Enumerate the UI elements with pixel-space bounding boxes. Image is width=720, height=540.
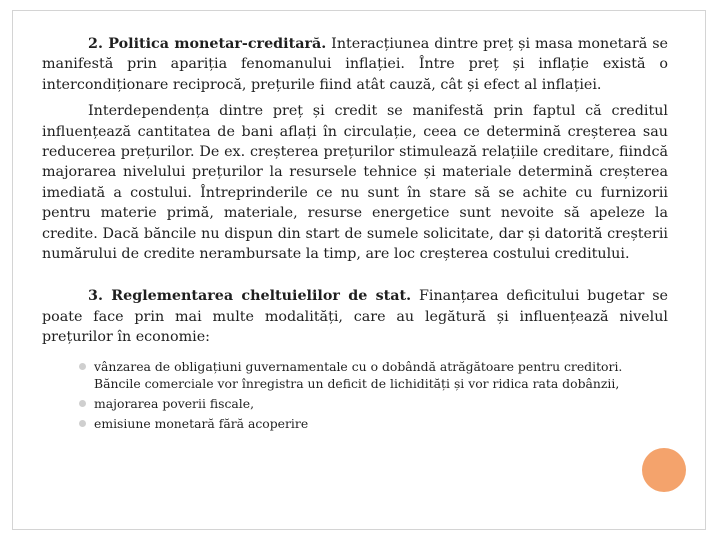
decorative-circle-icon [642, 448, 686, 492]
list-item [42, 395, 668, 412]
text-monetary-policy: Interacțiunea dintre preț și masa monetară se manifestă prin apariția fenomanului inflației. Între preț și inflație există o intercondiționare reciprocă, prețurile fiind atât cauză, cât și efect al inflației. [42, 36, 668, 93]
bullet-text: vânzarea de obligațiuni guvernamentale cu o dobândă atrăgătoare pentru creditori. Băncile comerciale vor înregistra un deficit de lichidități și vor ridica rata dobânzii, [94, 358, 623, 391]
list-item [42, 358, 668, 392]
paragraph-state-spending [42, 286, 668, 347]
bullet-text: emisiune monetară fără acoperire [94, 415, 309, 431]
paragraph-monetary-policy [42, 34, 668, 95]
bullet-icon [79, 363, 86, 370]
bullet-icon [79, 400, 86, 407]
heading-state-spending: 3. Reglementarea cheltuielilor de stat. [88, 288, 412, 305]
heading-monetary-policy: 2. Politica monetar-creditară. [88, 36, 327, 52]
bullet-list [42, 358, 668, 432]
slide-content [42, 34, 668, 435]
bullet-text: majorarea poverii fiscale, [94, 395, 255, 411]
list-item [42, 415, 668, 432]
text-state-spending: Finanțarea deficitului bugetar se poate face prin mai multe modalități, care au legătură și influențează nivelul prețurilor în economie: [42, 288, 668, 346]
paragraph-price-credit: Interdependența dintre preț și credit se manifestă prin faptul că creditul influențează cantitatea de bani aflați în circulație, ceea ce determină creșterea sau reducerea prețurilor. De ex. creșterea prețurilor stimulează relațiile creditare, fiindcă majorarea nivelului prețurilor la resursele tehnice și materiale determină creșterea imediată a costului. Întreprinderile ce nu sunt în stare să se achite cu furnizorii pentru materie primă, materiale, resurse energetice sunt nevoite să apeleze la credite. Dacă băncile nu dispun din start de sumele solicitate, dar și datorită creșterii numărului de credite nerambursate la timp, are loc creșterea costului creditului. [42, 103, 668, 263]
bullet-icon [79, 420, 86, 427]
